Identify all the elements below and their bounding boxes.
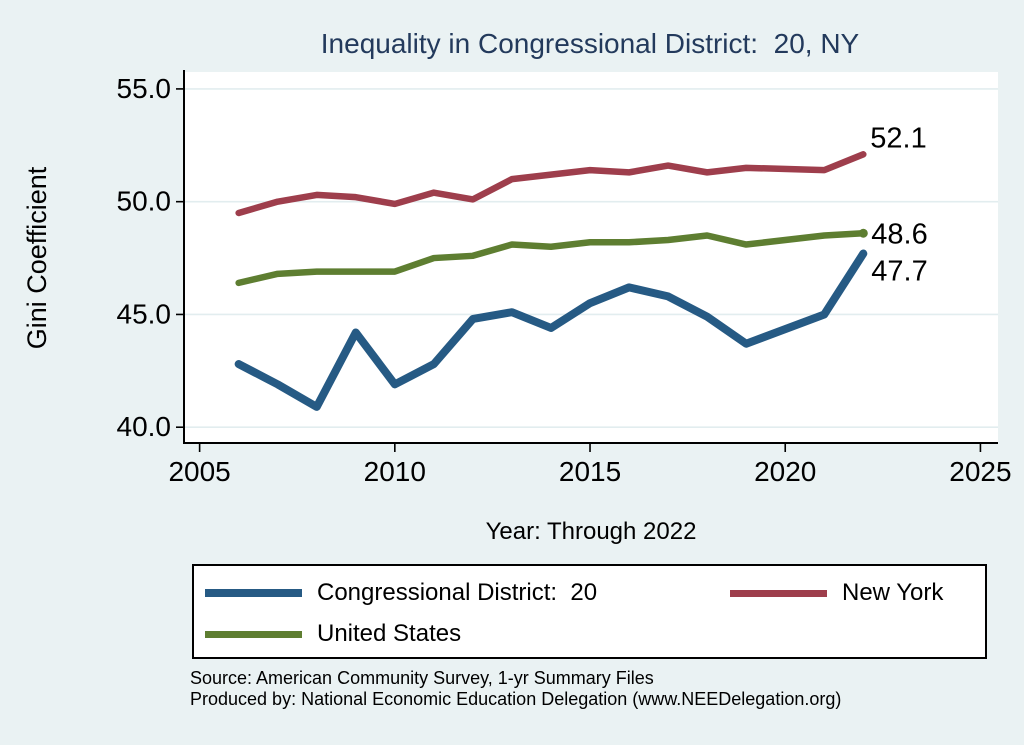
y-tick-label-40.0: 40.0 [116,411,171,443]
y-axis-title: Gini Coefficient [22,166,52,350]
legend-item-united-states [205,619,461,649]
y-tick-label-45.0: 45.0 [116,298,171,330]
legend-swatch-cd20 [205,589,302,597]
legend-item-new-york [730,578,943,608]
x-tick-label-2025: 2025 [949,456,1012,487]
legend [192,564,987,659]
x-tick-label-2010: 2010 [363,456,426,487]
legend-item-congressional-district [205,578,597,608]
chart-title: Inequality in Congressional District: 20, NY [320,28,860,59]
legend-swatch-us [205,631,302,638]
legend-label-cd20: Congressional District: 20 [317,579,598,606]
series-end-label-cd20: 47.7 [871,255,928,288]
source-line-1: Source: American Community Survey, 1-yr Summary Files [190,668,654,688]
x-tick-label-2005: 2005 [168,456,231,487]
series-end-label-us: 48.6 [871,218,928,251]
y-tick-label-55.0: 55.0 [116,72,171,104]
legend-swatch-ny [730,590,827,597]
series-line-ny [239,154,864,213]
legend-label-ny: New York [842,579,944,606]
x-axis-title: Year: Through 2022 [485,518,697,545]
x-tick-label-2015: 2015 [558,456,622,487]
x-tick-label-2020: 2020 [754,456,817,487]
legend-label-us: United States [317,620,462,647]
series-line-us [239,233,864,283]
source-line-2: Produced by: National Economic Education Delegation (www.NEEDelegation.org) [190,689,842,709]
y-tick-label-50.0: 50.0 [116,185,171,217]
series-line-cd20 [239,254,864,407]
source-notes [190,668,841,710]
series-end-marker-us [859,229,868,238]
series-end-label-ny: 52.1 [870,122,927,155]
